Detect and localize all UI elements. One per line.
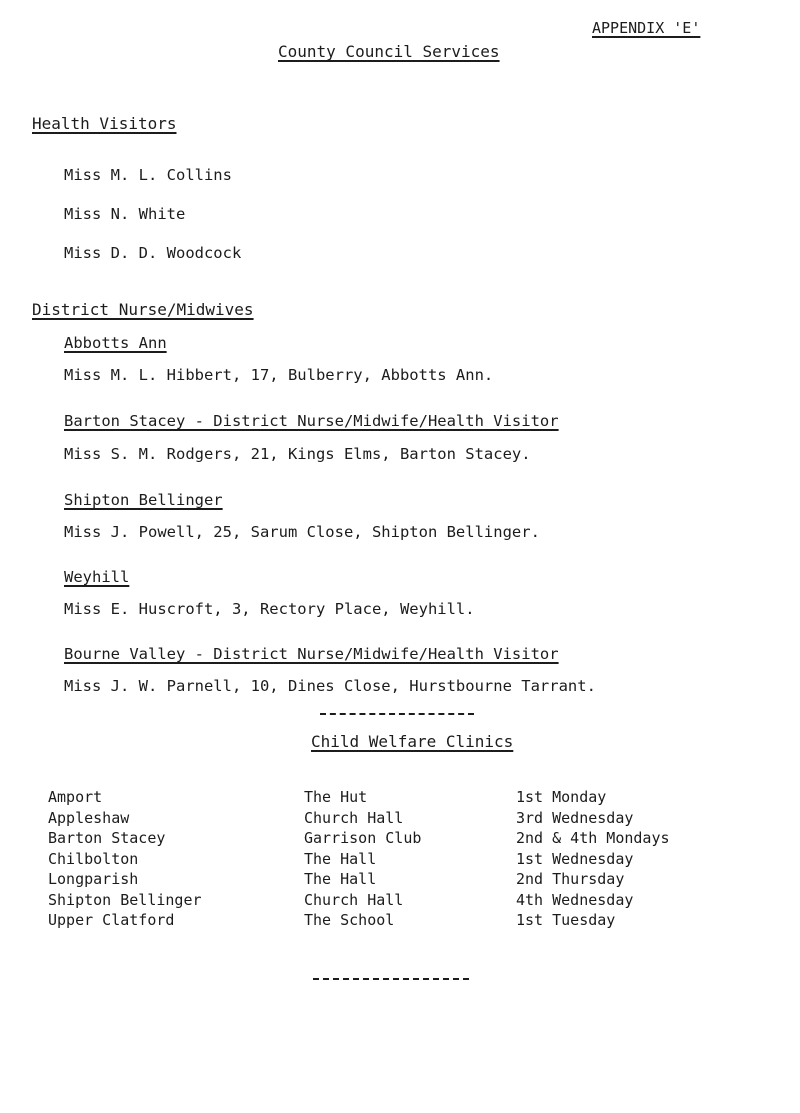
table-row — [48, 788, 716, 809]
health-visitor-name: Miss N. White — [64, 205, 186, 223]
district-person: Miss S. M. Rodgers, 21, Kings Elms, Barton Stacey. — [64, 445, 531, 463]
district-area: Weyhill — [64, 568, 130, 586]
clinic-venue: The Hut — [304, 788, 368, 806]
district-area: Barton Stacey - District Nurse/Midwife/Health Visitor — [64, 412, 559, 430]
table-row — [48, 829, 716, 850]
district-person: Miss M. L. Hibbert, 17, Bulberry, Abbotts Ann. — [64, 366, 494, 384]
clinic-day: 2nd & 4th Mondays — [516, 829, 670, 847]
table-row — [48, 850, 716, 871]
clinics-heading: Child Welfare Clinics — [311, 732, 514, 751]
health-visitor-name: Miss M. L. Collins — [64, 166, 232, 184]
clinic-place: Appleshaw — [48, 808, 130, 827]
district-area: Shipton Bellinger — [64, 491, 223, 509]
clinic-place: Amport — [48, 788, 103, 806]
clinic-venue: The Hall — [304, 849, 377, 868]
health-visitor-name: Miss D. D. Woodcock — [64, 244, 242, 262]
clinic-venue: The School — [304, 911, 395, 929]
clinic-day: 1st Tuesday — [516, 911, 616, 929]
district-person: Miss J. W. Parnell, 10, Dines Close, Hurstbourne Tarrant. — [64, 677, 596, 695]
page-title: County Council Services — [278, 42, 500, 61]
clinic-place: Barton Stacey — [48, 829, 166, 847]
district-person: Miss E. Huscroft, 3, Rectory Place, Weyhill. — [64, 600, 475, 618]
district-person: Miss J. Powell, 25, Sarum Close, Shipton Bellinger. — [64, 523, 540, 541]
clinic-day: 1st Wednesday — [516, 849, 634, 868]
clinic-place: Chilbolton — [48, 849, 139, 868]
clinic-day: 3rd Wednesday — [516, 808, 634, 827]
section-divider — [320, 713, 474, 715]
clinic-venue: The Hall — [304, 870, 377, 888]
district-area: Abbotts Ann — [64, 334, 167, 352]
clinic-day: 4th Wednesday — [516, 890, 634, 909]
clinic-day: 2nd Thursday — [516, 870, 625, 888]
table-row — [48, 809, 716, 830]
table-row — [48, 870, 716, 891]
table-row — [48, 911, 716, 932]
district-area: Bourne Valley - District Nurse/Midwife/Health Visitor — [64, 645, 559, 663]
clinic-place: Upper Clatford — [48, 911, 175, 929]
clinic-venue: Garrison Club — [304, 829, 422, 847]
district-heading: District Nurse/Midwives — [32, 300, 254, 319]
clinics-table — [48, 788, 716, 932]
appendix-label: APPENDIX 'E' — [592, 19, 701, 37]
clinic-venue: Church Hall — [304, 808, 404, 827]
clinic-place: Shipton Bellinger — [48, 890, 202, 909]
table-row — [48, 891, 716, 912]
clinic-place: Longparish — [48, 870, 139, 888]
health-visitors-heading: Health Visitors — [32, 114, 177, 133]
clinic-venue: Church Hall — [304, 890, 404, 909]
section-divider — [313, 978, 469, 980]
clinic-day: 1st Monday — [516, 788, 607, 806]
